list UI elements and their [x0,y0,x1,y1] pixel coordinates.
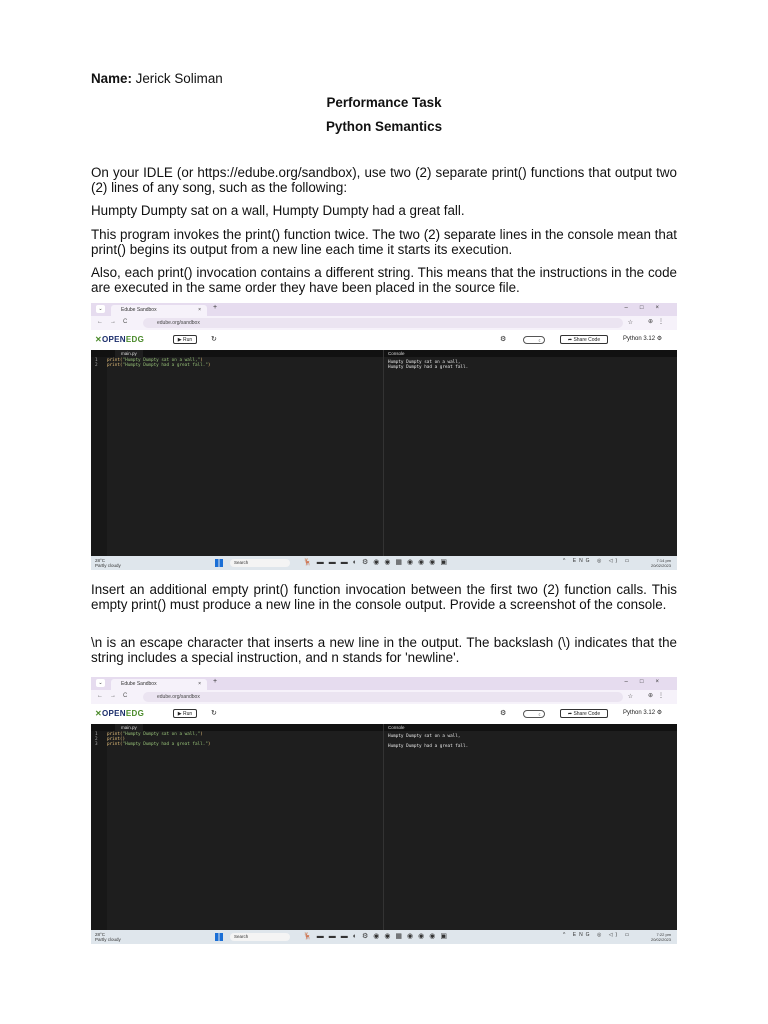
code-pane [91,350,384,556]
console-pane [384,350,677,556]
python-version-selector[interactable]: Python 3.12 ⚙ [623,336,663,342]
run-button[interactable]: ▶ Run [173,335,197,344]
tab-close-icon[interactable]: × [198,681,201,687]
editor-tab-main[interactable]: main.py [115,350,143,357]
taskbar-search[interactable]: Search [230,933,290,941]
share-code-button[interactable]: ➦ Share Code [560,335,608,344]
app-header [91,330,677,350]
code-line: 1 print("Humpty Dumpty sat on a wall,") [95,732,203,737]
window-controls[interactable]: –□× [624,305,671,311]
openedg-logo [95,335,144,344]
run-button[interactable]: ▶ Run [173,709,197,718]
doc-title: Performance Task [326,95,442,110]
code-pane [91,724,384,930]
tab-title: Edube Sandbox [121,307,157,313]
share-code-button[interactable]: ➦ Share Code [560,709,608,718]
taskbar-search[interactable]: Search [230,559,290,567]
console-output: Humpty Dumpty sat on a wall, Humpty Dumpty had a great fall. [388,734,469,749]
screenshot-1 [91,303,677,570]
url-field[interactable]: edube.org/sandbox [143,318,623,328]
logo-open: OPEN [102,709,126,718]
menu-icon[interactable]: ⊕⋮ [647,319,669,325]
app-header [91,704,677,724]
weather-widget[interactable] [95,932,121,942]
logo-edg: EDG [125,335,145,344]
explanation-paragraph-2: Also, each print() invocation contains a different string. This means that the instructions in the code are executed in the same order they have been placed in the source file. [91,265,677,295]
browser-tab[interactable] [111,679,207,690]
logo-mark: ✕ [95,709,103,718]
tab-close-icon[interactable]: × [198,307,201,313]
console-output: Humpty Dumpty sat on a wall, Humpty Dumpty had a great fall. [388,360,469,370]
escape-char-paragraph: \n is an escape character that inserts a new line in the output. The backslash (\) indicates that the string includes a special instruction, and n stands for 'newline'. [91,635,677,665]
logo-open: OPEN [102,335,126,344]
weather-desc: Partly cloudy [95,563,121,568]
doc-subtitle: Python Semantics [325,119,443,134]
line-gutter [91,731,107,930]
screenshot-2 [91,677,677,944]
theme-toggle[interactable]: ☾ [523,710,545,718]
tab-list-icon[interactable]: ⌄ [96,305,105,313]
system-tray[interactable]: ^ ENG ◎ ◁) ▭ [563,932,633,938]
editor-tab-main[interactable]: main.py [115,724,143,731]
instruction-paragraph-1: On your IDLE (or https://edube.org/sandbox), use two (2) separate print() functions that output two (2) lines of any song, such as the following: [91,165,677,195]
taskbar-app-icons[interactable]: 🦌▬▬▬◐⚙◉◉▦◉◉◉▣ [303,559,452,566]
address-bar-row [91,316,677,330]
editor-area [91,724,677,930]
window-controls[interactable]: –□× [624,679,671,685]
windows-taskbar [91,930,677,944]
browser-tab-bar [91,677,677,690]
code-line: 1 print("Humpty Dumpty sat on a wall,") [95,358,203,363]
logo-edg: EDG [125,709,145,718]
editor-area [91,350,677,556]
browser-tab-bar [91,303,677,316]
code-line: 2 print("Humpty Dumpty had a great fall.") [95,363,211,368]
bookmark-icon[interactable]: ☆ [627,694,633,700]
logo-mark: ✕ [95,335,103,344]
console-label: Console [384,350,677,357]
name-label: Name: [91,71,132,86]
clock[interactable]: 7:22 pm 20/02/2023 [650,932,671,942]
theme-toggle[interactable]: ☾ [523,336,545,344]
instruction-paragraph-2: Insert an additional empty print() function invocation between the first two (2) function calls. This empty print() must produce a new line in the console output. Provide a screenshot of the console. [91,582,677,612]
address-bar-row [91,690,677,704]
weather-widget[interactable] [95,558,121,568]
settings-icon[interactable]: ⚙ [500,710,507,717]
new-tab-icon[interactable]: + [213,678,218,685]
reset-icon[interactable]: ↻ [211,710,217,717]
nav-icons[interactable]: ←→C [97,319,135,325]
windows-start-icon[interactable] [215,559,223,567]
weather-desc: Partly cloudy [95,937,121,942]
tab-title: Edube Sandbox [121,681,157,687]
nav-icons[interactable]: ←→C [97,693,135,699]
code-line: 3 print("Humpty Dumpty had a great fall.") [95,742,211,747]
weather-temp: 28°C [95,932,106,937]
taskbar-app-icons[interactable]: 🦌▬▬▬◐⚙◉◉▦◉◉◉▣ [303,933,452,940]
song-lyrics: Humpty Dumpty sat on a wall, Humpty Dumpty had a great fall. [91,203,465,218]
browser-tab[interactable] [111,305,207,316]
student-name-line [91,71,677,86]
explanation-paragraph-1: This program invokes the print() function twice. The two (2) separate lines in the console mean that print() begins its output from a new line each time it starts its execution. [91,227,677,257]
python-version-selector[interactable]: Python 3.12 ⚙ [623,710,663,716]
new-tab-icon[interactable]: + [213,304,218,311]
tab-list-icon[interactable]: ⌄ [96,679,105,687]
system-tray[interactable]: ^ ENG ◎ ◁) ▭ [563,558,633,564]
console-label: Console [384,724,677,731]
code-editor[interactable] [95,358,211,368]
openedg-logo [95,709,144,718]
weather-temp: 28°C [95,558,106,563]
reset-icon[interactable]: ↻ [211,336,217,343]
console-pane [384,724,677,930]
student-name: Jerick Soliman [131,71,223,86]
url-field[interactable]: edube.org/sandbox [143,692,623,702]
clock[interactable]: 7:14 pm 20/02/2023 [650,558,671,568]
bookmark-icon[interactable]: ☆ [627,320,633,326]
code-editor[interactable] [95,732,211,747]
settings-icon[interactable]: ⚙ [500,336,507,343]
menu-icon[interactable]: ⊕⋮ [647,693,669,699]
code-line: 2 print() [95,737,126,742]
line-gutter [91,357,107,556]
windows-start-icon[interactable] [215,933,223,941]
windows-taskbar [91,556,677,570]
